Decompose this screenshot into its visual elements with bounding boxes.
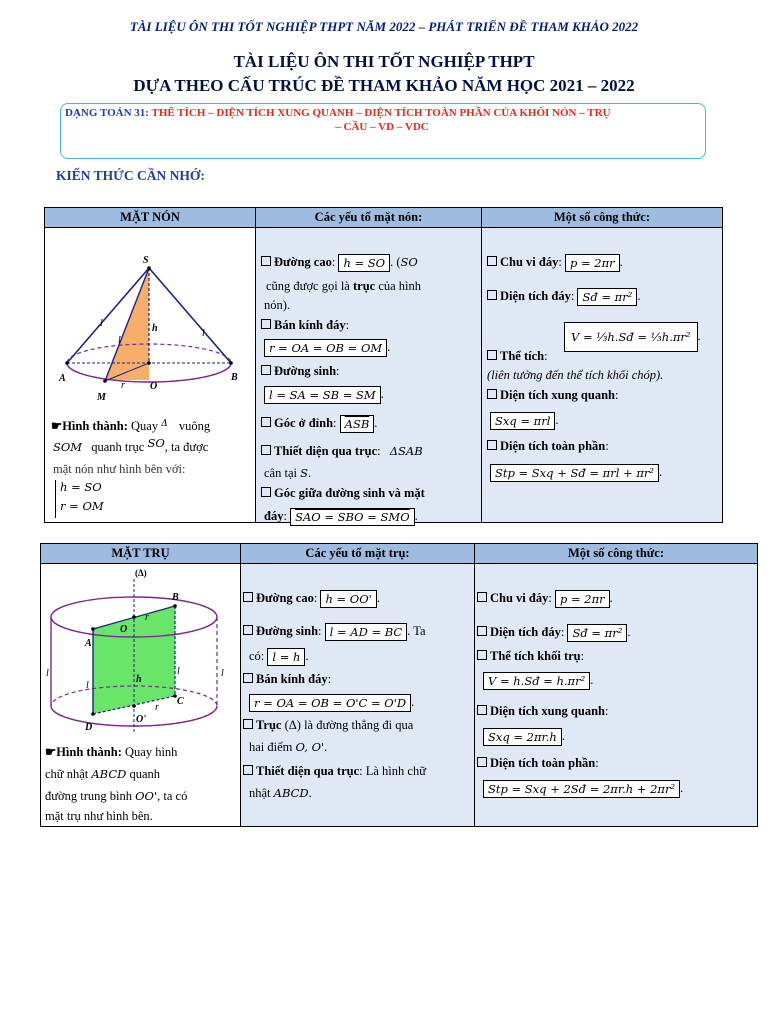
cyl-f-dtday: Diện tích đáy <box>490 624 561 639</box>
cone-label-b: B <box>231 372 238 383</box>
cyl-el-haidiem-formula: O, O' <box>295 740 325 754</box>
topic-text-1: THỂ TÍCH – DIỆN TÍCH XUNG QUANH – DIỆN TÍCH TOÀN PHẦN CỦA KHỐI NÓN – TRỤ <box>148 107 611 119</box>
cyl-elements-cell: Đường cao: h = OO' . Đường sinh: l = AD = BC . Ta có: l = h . Bán kính đáy: r = OA = OB = O'C = O'D . Trục (Δ) là đường thẳng đi qua hai điểm O, O'. Thiết diện qua trục: Là hình chữ nhật ABCD. <box>241 564 475 827</box>
cyl-ht-quanh: quanh <box>126 767 161 781</box>
cone-el-duongsinh-formula: l = SA = SB = SM <box>264 386 381 404</box>
topic-label: DẠNG TOÁN 31: <box>65 107 149 119</box>
doc-title-line1: TÀI LIỆU ÔN THI TỐT NGHIỆP THPT <box>233 52 535 71</box>
cone-ht-taduoc: , ta được <box>164 440 209 454</box>
cyl-el-haidiem: hai điểm <box>249 740 296 754</box>
cone-el-cung: cũng được gọi là <box>266 279 353 293</box>
cyl-ht-dtb: đường trung bình <box>45 789 136 803</box>
cone-label-l3: l <box>202 328 205 339</box>
cone-label-a: A <box>59 373 66 384</box>
cone-f-dtday: Diện tích đáy <box>500 288 571 303</box>
cone-el-paren: . ( <box>390 254 401 269</box>
cone-header-3: Một số công thức: <box>482 208 723 228</box>
cone-el-cantai: cân tại <box>264 466 301 480</box>
cyl-label-delta: (Δ) <box>135 568 147 578</box>
cone-el-thietdien: Thiết diện qua trục <box>274 444 378 458</box>
cyl-el-thietdien: Thiết diện qua trục <box>256 764 360 778</box>
cone-f-dtday-formula: Sđ = πr² <box>577 288 637 306</box>
cyl-f-chuvi: Chu vi đáy <box>490 590 549 605</box>
cyl-el-truc-text: (Δ) là đường thẳng đi qua <box>281 718 414 732</box>
cone-ht-text: Quay <box>127 419 162 433</box>
cone-ht-label: ☛Hình thành: <box>51 419 128 433</box>
cone-f-chuvi: Chu vi đáy <box>500 254 559 269</box>
cone-ht-sys1: h = SO <box>60 480 102 494</box>
cyl-ht-abcd: ABCD <box>91 767 127 781</box>
cone-el-duongcao-formula: h = SO <box>338 254 390 272</box>
cyl-label-h: h <box>136 674 142 685</box>
cylinder-figure <box>41 564 241 739</box>
cyl-ht-oo: OO' <box>135 789 158 803</box>
cone-el-non: nón). <box>264 298 291 312</box>
cone-el-goc-formula: SAO = SBO = SMO <box>290 508 415 526</box>
cyl-header-3: Một số công thức: <box>475 544 758 564</box>
cyl-label-a: A <box>85 638 92 649</box>
cone-el-gocdinh-formula: $\overline{ASB}$ <box>340 415 375 433</box>
cyl-f-dtday-formula: Sđ = πr² <box>567 624 627 642</box>
cone-f-lien: (liên tưởng đến thể tích khối chóp). <box>487 368 664 382</box>
cyl-f-thetich: Thể tích khối trụ <box>490 649 581 663</box>
cone-ht-vuong: vuông <box>178 419 211 433</box>
cyl-label-l2: l <box>86 680 89 691</box>
running-header: TÀI LIỆU ÔN THI TỐT NGHIỆP THPT NĂM 2022 – PHÁT TRIỂN ĐỀ THAM KHẢO 2022 <box>129 19 639 34</box>
cone-ht-delta: Δ <box>161 419 168 429</box>
cone-label-o: O <box>150 381 158 392</box>
cone-figure <box>45 228 256 403</box>
cyl-f-xq: Diện tích xung quanh <box>490 704 605 718</box>
cyl-label-o: O <box>120 624 128 635</box>
cyl-el-duongcao-formula: h = OO' <box>320 590 376 608</box>
cone-f-thetich-formula: V = ⅓h.Sđ = ⅓h.πr² <box>564 322 698 352</box>
cone-el-cua: của hình <box>375 279 422 293</box>
cyl-header-2: Các yếu tố mặt trụ: <box>241 544 475 564</box>
cyl-label-r2: r <box>155 702 159 713</box>
cone-table <box>44 207 723 523</box>
cone-el-thietdien-formula: ΔSAB <box>389 444 423 458</box>
cyl-label-d: D <box>85 722 93 733</box>
cone-label-r: r <box>121 380 125 391</box>
cyl-el-duongcao: Đường cao <box>256 590 314 605</box>
cyl-ht-text: Quay hình <box>121 745 178 759</box>
topic-box <box>60 103 706 159</box>
cone-ht-som: SOM <box>53 440 83 454</box>
cyl-f-xq-formula: Sxq = 2πr.h <box>483 728 562 746</box>
cone-header-2: Các yếu tố mặt nón: <box>256 208 482 228</box>
cyl-header-1: MẶT TRỤ <box>41 544 241 564</box>
cyl-el-thietdien-text: : Là hình chữ <box>359 764 426 778</box>
cone-el-bankinh: Bán kính đáy <box>274 318 346 332</box>
cone-formulas-cell: Chu vi đáy: p = 2πr . Diện tích đáy: Sđ = πr² . V = ⅓h.Sđ = ⅓h.πr² . Thể tích: (liên tưởng đến thể tích khối chóp). Diện tích xung quanh: Sxq = πrl . Diện tích toàn phần: Stp = Sxq + Sđ = πrl + πr² . <box>482 228 723 523</box>
cyl-label-b: B <box>172 592 179 603</box>
cone-el-truc: trục <box>352 279 376 293</box>
cyl-f-tp: Diện tích toàn phần <box>490 756 596 770</box>
cyl-el-duongsinh-formula: l = AD = BC <box>325 623 408 641</box>
cyl-el-duongsinh: Đường sinh <box>256 623 319 638</box>
cone-ht-so: SO <box>147 436 165 450</box>
cone-label-s: S <box>143 255 149 266</box>
topic-text-2: – CẦU – VD – VDC <box>335 121 429 133</box>
doc-title-line2: DỰA THEO CẤU TRÚC ĐỀ THAM KHẢO NĂM HỌC 2021 – 2022 <box>133 76 635 95</box>
cone-figure-cell <box>45 228 256 523</box>
cone-ht-quanh: quanh trục <box>91 440 145 454</box>
cyl-ht-taco: , ta có <box>157 789 188 803</box>
cone-el-cantai-s: S <box>300 466 308 480</box>
cone-f-tp: Diện tích toàn phần <box>500 439 606 453</box>
cone-ht-line3: mặt nón như hình bên với: <box>53 462 186 476</box>
cyl-label-r1: r <box>145 612 149 623</box>
cyl-figure-cell <box>41 564 241 827</box>
cone-el-bankinh-formula: r = OA = OB = OM <box>264 339 387 357</box>
cone-el-duongsinh: Đường sinh <box>274 364 337 378</box>
cyl-label-l3: l <box>177 666 180 677</box>
cyl-label-l1: l <box>46 668 49 679</box>
cyl-ht-line4: mặt trụ như hình bên. <box>45 809 153 823</box>
cyl-label-c: C <box>177 696 184 707</box>
cyl-el-truc: Trục <box>256 718 282 732</box>
cone-elements-cell: Đường cao: h = SO . (SO cũng được gọi là trục của hình nón). Bán kính đáy: r = OA = OB = OM . Đường sinh: l = SA = SB = SM . Góc ở đỉnh: $\overline{ASB}$ . Thiết diện qua trục: ΔSAB cân tại S. Góc giữa đường sinh và mặt đáy: SAO = SBO = SMO . <box>256 228 482 523</box>
cone-f-xq-formula: Sxq = πrl <box>490 412 555 430</box>
cyl-el-nhat: nhật <box>249 786 274 800</box>
cone-f-thetich: Thể tích <box>500 349 545 363</box>
section-heading: KIẾN THỨC CẦN NHỚ: <box>56 168 205 183</box>
cone-label-l1: l <box>100 318 103 329</box>
cyl-el-nhat-formula: ABCD <box>273 786 309 800</box>
cone-label-h: h <box>152 323 158 334</box>
cyl-el-bankinh: Bán kính đáy <box>256 672 328 686</box>
cone-f-chuvi-formula: p = 2πr <box>565 254 620 272</box>
cyl-formulas-cell: Chu vi đáy: p = 2πr . Diện tích đáy: Sđ = πr² . Thể tích khối trụ: V = h.Sđ = h.πr² . Diện tích xung quanh: Sxq = 2πr.h . Diện tích toàn phần: Stp = Sxq + 2Sđ = 2πr.h + 2πr² . <box>475 564 758 827</box>
cyl-ht-cn: chữ nhật <box>45 767 92 781</box>
cone-label-m: M <box>97 392 106 403</box>
cone-label-l2: l <box>118 335 121 346</box>
cyl-el-co: có: <box>249 648 268 663</box>
cyl-el-bankinh-formula: r = OA = OB = O'C = O'D <box>249 694 411 712</box>
cyl-el-co-formula: l = h <box>267 648 305 666</box>
cone-el-gocdinh: Góc ở đỉnh <box>274 415 334 430</box>
cylinder-table <box>40 543 758 827</box>
cone-el-gocgiua: Góc giữa đường sinh và mặt <box>274 486 425 500</box>
cyl-ht-label: ☛Hình thành: <box>45 745 122 759</box>
cone-el-so: SO <box>400 254 418 269</box>
cone-ht-sys2: r = OM <box>60 499 104 513</box>
cone-el-day: đáy <box>264 508 284 523</box>
cone-header-1: MẶT NÓN <box>45 208 256 228</box>
cyl-el-ta: . Ta <box>407 623 426 638</box>
cyl-f-tp-formula: Stp = Sxq + 2Sđ = 2πr.h + 2πr² <box>483 780 680 798</box>
cyl-label-l4: l <box>221 668 224 679</box>
cone-el-duongcao: Đường cao <box>274 254 332 269</box>
cyl-label-o2: O' <box>136 714 146 725</box>
cyl-f-chuvi-formula: p = 2πr <box>555 590 610 608</box>
cyl-f-thetich-formula: V = h.Sđ = h.πr² <box>483 672 590 690</box>
cone-f-xq: Diện tích xung quanh <box>500 388 615 402</box>
cone-f-tp-formula: Stp = Sxq + Sđ = πrl + πr² <box>490 464 659 482</box>
